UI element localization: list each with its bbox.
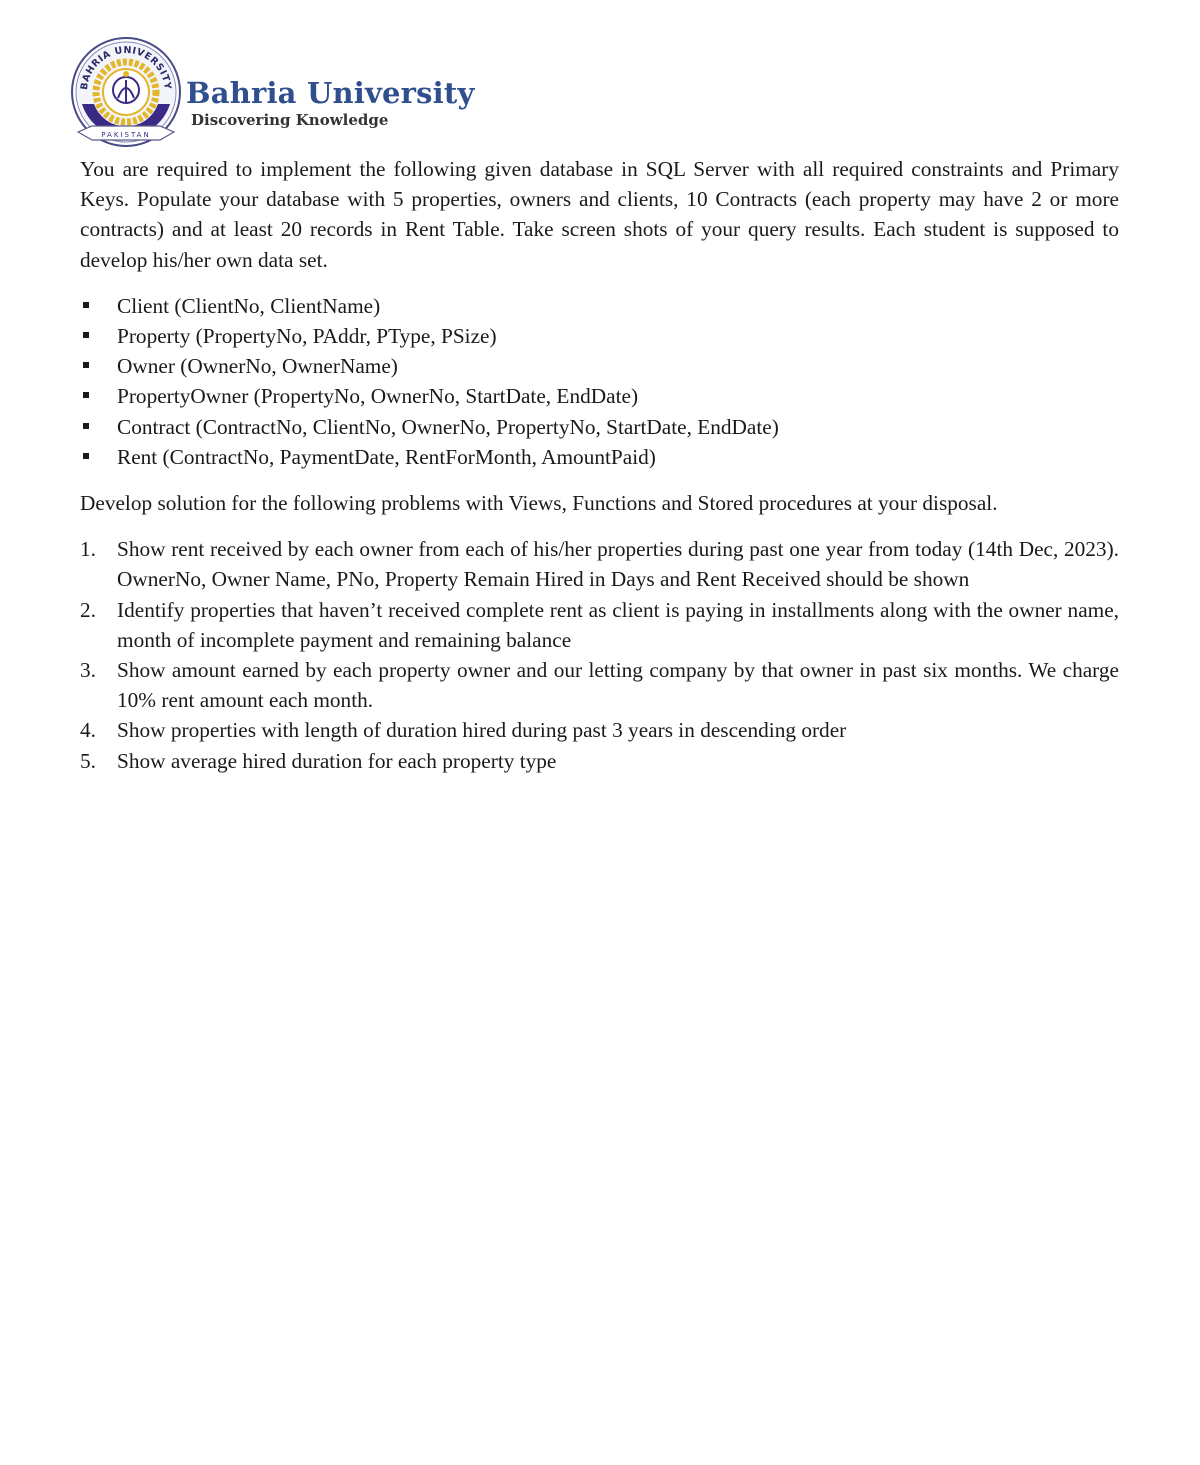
task-item xyxy=(80,595,1119,655)
task-text: Identify properties that haven’t received complete rent as client is paying in installments along with the owner name, month of incomplete payment and remaining balance xyxy=(117,597,1119,652)
university-tagline: Discovering Knowledge xyxy=(191,111,389,129)
schema-item xyxy=(80,351,1119,381)
schema-item xyxy=(80,291,1119,321)
schema-list xyxy=(80,291,1119,472)
schema-item xyxy=(80,321,1119,351)
seal-ring-text: BAHRIA UNIVERSITY xyxy=(78,44,174,91)
task-text: Show average hired duration for each property type xyxy=(117,748,557,773)
schema-item xyxy=(80,412,1119,442)
task-list xyxy=(80,534,1119,776)
task-number: 4. xyxy=(80,718,96,743)
square-bullet-icon xyxy=(83,392,89,398)
task-number: 1. xyxy=(80,537,96,562)
square-bullet-icon xyxy=(83,332,89,338)
logo-text xyxy=(186,76,475,130)
assignment-content xyxy=(80,154,1119,776)
task-item xyxy=(80,534,1119,594)
university-name: Bahria University xyxy=(186,76,475,110)
intro-paragraph: You are required to implement the following given database in SQL Server with all required constraints and Primary Keys. Populate your database with 5 properties, owners and clients, 10 Contracts (each property may have 2 or more contracts) and at least 20 records in Rent Table. Take screen shots of your query results. Each student is supposed to develop his/her own data set. xyxy=(80,157,1119,272)
schema-item-text: Contract (ContractNo, ClientNo, OwnerNo, PropertyNo, StartDate, EndDate) xyxy=(117,414,779,439)
schema-item-text: Owner (OwnerNo, OwnerName) xyxy=(117,354,398,379)
task-number: 5. xyxy=(80,748,96,773)
task-item xyxy=(80,655,1119,715)
square-bullet-icon xyxy=(83,362,89,368)
university-logo xyxy=(70,34,475,152)
schema-item-text: Rent (ContractNo, PaymentDate, RentForMonth, AmountPaid) xyxy=(117,444,656,469)
schema-item xyxy=(80,381,1119,411)
task-item xyxy=(80,715,1119,745)
square-bullet-icon xyxy=(83,423,89,429)
square-bullet-icon xyxy=(83,453,89,459)
develop-paragraph: Develop solution for the following problems with Views, Functions and Stored procedures at your disposal. xyxy=(80,491,998,516)
square-bullet-icon xyxy=(83,302,89,308)
schema-item-text: Property (PropertyNo, PAddr, PType, PSize) xyxy=(117,324,497,349)
schema-item-text: PropertyOwner (PropertyNo, OwnerNo, StartDate, EndDate) xyxy=(117,384,639,409)
task-number: 3. xyxy=(80,658,96,683)
schema-item-text: Client (ClientNo, ClientName) xyxy=(117,293,381,318)
task-number: 2. xyxy=(80,597,96,622)
university-seal-icon xyxy=(70,34,182,150)
schema-item xyxy=(80,442,1119,472)
task-text: Show amount earned by each property owner and our letting company by that owner in past six months. We charge 10% rent amount each month. xyxy=(117,658,1119,713)
task-text: Show rent received by each owner from each of his/her properties during past one year from today (14th Dec, 2023). OwnerNo, Owner Name, PNo, Property Remain Hired in Days and Rent Received should be shown xyxy=(117,537,1119,592)
task-item xyxy=(80,746,1119,776)
seal-scroll-text: PAKISTAN xyxy=(101,131,151,139)
task-text: Show properties with length of duration hired during past 3 years in descending order xyxy=(117,718,847,743)
